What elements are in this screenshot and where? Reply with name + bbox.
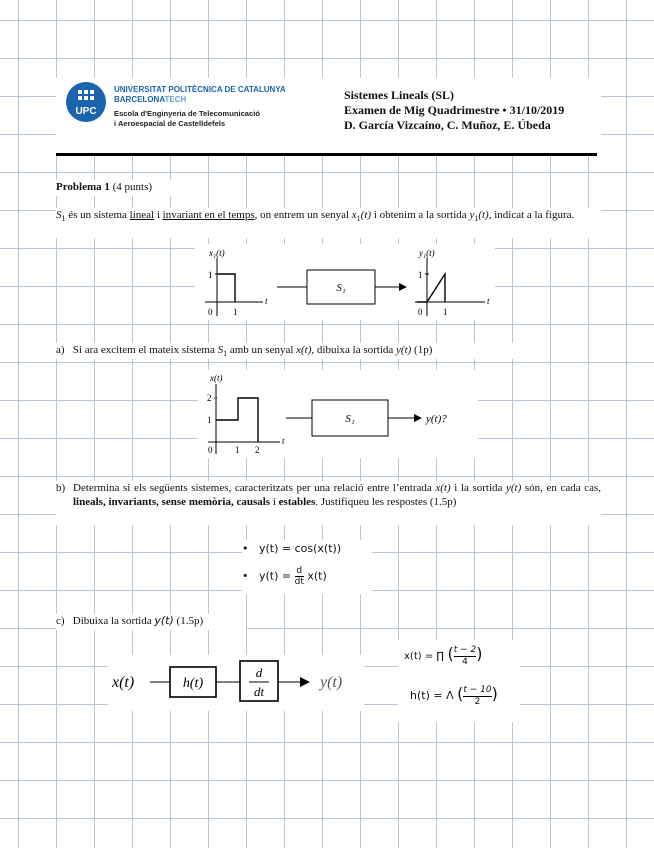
exam-title: Examen de Mig Quadrimestre • 31/10/2019 [344, 103, 565, 117]
arrow-icon [399, 283, 407, 291]
x-axis-t: t [282, 436, 285, 446]
figure-1 [195, 244, 495, 320]
page-header [56, 78, 601, 154]
bullet-icon: • [242, 542, 249, 555]
school-name-2: i Aeroespacial de Castelldefels [114, 118, 226, 128]
equation-1 [242, 542, 341, 555]
university-city: BARCELONA [114, 95, 165, 104]
y1-amp: 1 [418, 270, 423, 280]
y1-tick-0: 0 [418, 307, 423, 317]
bullet-icon: • [242, 569, 249, 583]
part-b-equations [242, 540, 372, 594]
problem-points: (4 punts) [112, 181, 153, 193]
problem-intro: $S_1$ és un sistema lineal i invariant en el temps, on entrem un senyal $x_1(t)$ i obtenim a la sortida $y_1(t)$, indicat a la figura. [56, 208, 601, 238]
figure-2 [198, 370, 478, 458]
arrow-icon [300, 677, 310, 687]
university-tech: TECH [164, 95, 187, 104]
signal-definitions [398, 640, 520, 722]
y1-plot [415, 258, 485, 316]
x1-label: x₁(t) [209, 248, 225, 258]
system-s1-label: S₁ [336, 282, 346, 294]
upc-logo-text: UPC [75, 106, 97, 117]
x-definition: x(t) = ∏ ( $\frac{t - 2}{4}$ ) [404, 644, 483, 667]
problem-title-text: Problema 1 [56, 181, 110, 193]
x-label: x(t) [210, 373, 223, 383]
x-tick-1: 1 [235, 445, 240, 455]
arrow-icon [414, 414, 422, 422]
system-s1-label-2: S₁ [345, 413, 355, 425]
output-label: y(t)? [426, 413, 447, 425]
school-name-1: Escola d'Enginyeria de Telecomunicació [114, 109, 260, 118]
part-a-label: a) [56, 344, 65, 356]
part-a: a) Si ara excitem el mateix sistema $S_1$ amb un senyal x(t), dibuixa la sortida y(t) (1p) [56, 343, 536, 359]
svg-text:dt: dt [253, 684, 265, 699]
problem-title [56, 180, 201, 196]
x-level-1: 1 [207, 415, 212, 425]
x-plot [208, 384, 280, 454]
x-level-2: 2 [207, 393, 212, 403]
svg-text:d: d [255, 665, 263, 680]
y1-label: y₁(t) [419, 248, 435, 258]
upc-logo [66, 82, 106, 122]
equation-1-text: y(t) = cos(x(t)) [259, 542, 342, 555]
h-block-label: h(t) [182, 676, 204, 691]
x1-amp: 1 [208, 270, 213, 280]
figure-3 [108, 655, 364, 711]
output-y-label: y(t) [320, 674, 343, 691]
x1-tick-0: 0 [208, 307, 213, 317]
h-definition: h(t) = Λ ( $\frac{t - 10}{2}$ ) [410, 684, 498, 707]
x-tick-2: 2 [255, 445, 260, 455]
upc-logo-icon [66, 82, 106, 122]
authors: D. García Vizcaíno, C. Muñoz, E. Úbeda [344, 118, 551, 132]
course-title: Sistemes Lineals (SL) [344, 88, 455, 102]
university-name: UNIVERSITAT POLITÈCNICA DE CATALUNYA [114, 85, 286, 94]
input-label: x(t) [112, 674, 135, 691]
part-c: c) Dibuixa la sortida y(t) (1.5p) [56, 614, 246, 630]
x-tick-0: 0 [208, 445, 213, 455]
header-rule [56, 153, 597, 156]
part-b-label: b) [56, 482, 66, 494]
y1-axis-t: t [487, 296, 490, 306]
x1-axis-t: t [265, 296, 268, 306]
part-c-label: c) [56, 615, 65, 627]
x1-tick-1: 1 [233, 307, 238, 317]
y1-tick-1: 1 [443, 307, 448, 317]
equation-2: • y(t) = $\frac{d}{dt}$ x(t) [242, 566, 327, 587]
part-b: b) Determina si els següents sistemes, caracteritzats per una relació entre l’entrada x(t) i la sortida y(t) són, en cada cas, lineals, invariants, sense memòria, causals i estables. Justifiqueu les respostes (1.5p) [56, 481, 601, 525]
